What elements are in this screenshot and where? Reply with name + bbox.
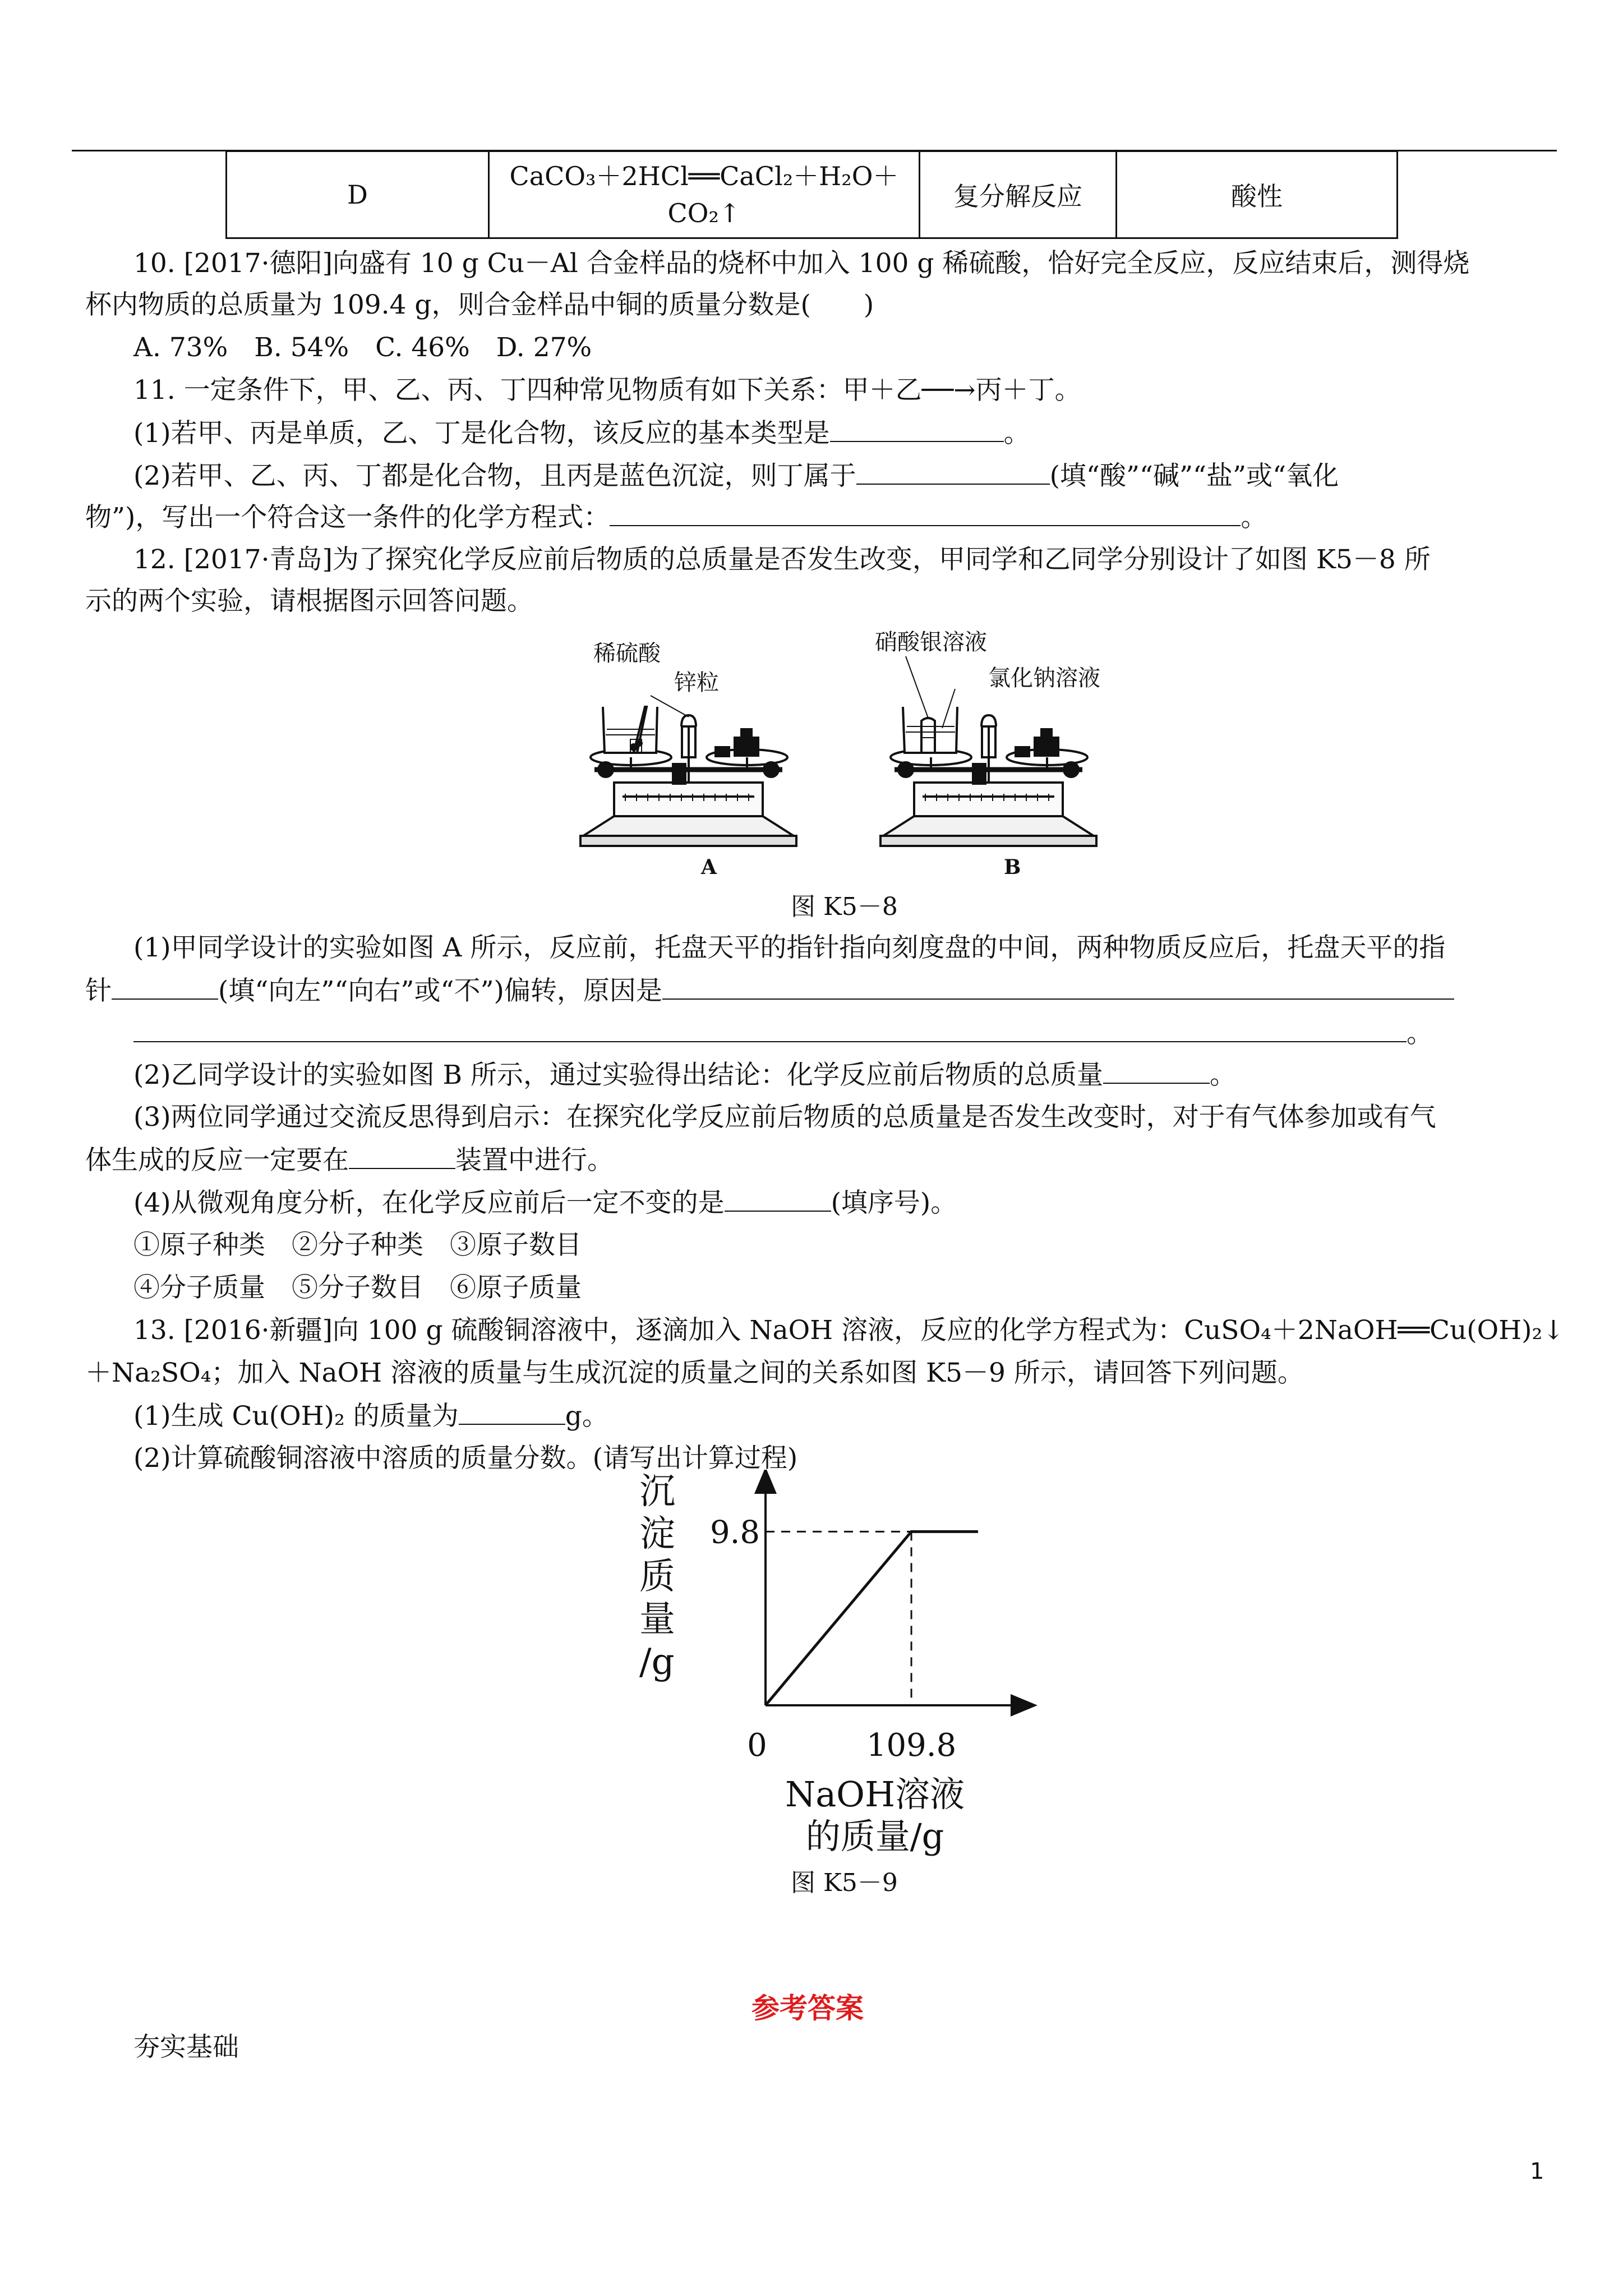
- q12-part3-line2-end: 装置中进行。: [455, 1145, 614, 1176]
- q12-part3-blank[interactable]: [349, 1143, 455, 1169]
- q12-part2-end: 。: [1210, 1060, 1236, 1091]
- q12-part1-line2-start: 针: [85, 976, 112, 1006]
- q11-part2-line2-text: 物”)，写出一个符合这一条件的化学方程式：: [85, 502, 610, 533]
- figure-k5-9-caption: 图 K5－9: [791, 1869, 898, 1897]
- q11-part2-text: (2)若甲、乙、丙、丁都是化合物，且丙是蓝色沉淀，则丁属于: [133, 461, 856, 491]
- q12-part1-line3-end: 。: [1407, 1018, 1433, 1049]
- label-dilute-sulfuric-acid: 稀硫酸: [593, 641, 661, 666]
- balance-figure: [572, 623, 1105, 886]
- q12-part1-line2-hint: (填“向左”“向右”或“不”)偏转，原因是: [218, 976, 662, 1006]
- q13-part1: [133, 1399, 608, 1433]
- q12-deflection-blank[interactable]: [112, 974, 218, 1000]
- q10-line1: 10. [2017·德阳]向盛有 10 g Cu－Al 合金样品的烧杯中加入 100 g 稀硫酸，恰好完全反应，反应结束后，测得烧: [133, 248, 1470, 279]
- q11-part1: [133, 416, 1030, 450]
- label-sodium-chloride: 氯化钠溶液: [988, 665, 1100, 691]
- label-zinc-granules: 锌粒: [674, 670, 719, 696]
- q12-reason-blank-cont[interactable]: [133, 1016, 1407, 1042]
- q12-part1-line2: [85, 974, 1454, 1008]
- q13-part1-text: (1)生成 Cu(OH)₂ 的质量为: [133, 1401, 459, 1432]
- q12-part4-end: (填序号)。: [831, 1188, 957, 1218]
- y-axis-label-char: 沉: [639, 1471, 675, 1512]
- precipitate-chart: [639, 1470, 1054, 1862]
- answer-title: 参考答案: [751, 1991, 864, 2024]
- figure-a-letter: A: [701, 855, 717, 879]
- reaction-type-cell: 复分解反应: [920, 151, 1117, 238]
- q11-part2: [133, 459, 1339, 493]
- q11-part1-end: 。: [1003, 418, 1030, 449]
- q12-part3-line2-text: 体生成的反应一定要在: [85, 1145, 349, 1176]
- q13-line2: ＋Na₂SO₄；加入 NaOH 溶液的质量与生成沉淀的质量之间的关系如图 K5－9 所示，请回答下列问题。: [85, 1358, 1304, 1388]
- q12-part2-blank[interactable]: [1103, 1058, 1210, 1084]
- x-axis-label-line2: 的质量/g: [805, 1816, 944, 1857]
- property-cell: 酸性: [1117, 151, 1398, 238]
- q11-equation-blank[interactable]: [610, 500, 1241, 526]
- q12-part4-text: (4)从微观角度分析，在化学反应前后一定不变的是: [133, 1188, 725, 1218]
- answer-table-row: [225, 150, 1398, 239]
- q10-line2: 杯内物质的总质量为 109.4 g，则合金样品中铜的质量分数是( ): [85, 289, 874, 320]
- page-number: 1: [1530, 2159, 1544, 2184]
- q12-part4: [133, 1186, 957, 1220]
- q11-part2-line2-end: 。: [1241, 502, 1267, 533]
- q11-part1-text: (1)若甲、丙是单质，乙、丁是化合物，该反应的基本类型是: [133, 418, 830, 449]
- q11-part2-hint: (填“酸”“碱”“盐”或“氧化: [1049, 461, 1339, 491]
- q12-part2: [133, 1058, 1236, 1092]
- q13-part2: (2)计算硫酸铜溶液中溶质的质量分数。(请写出计算过程): [133, 1443, 798, 1474]
- x-axis-label-line1: NaOH溶液: [785, 1774, 965, 1815]
- origin-label: 0: [747, 1727, 767, 1764]
- equation-line1: CaCO₃＋2HCl══CaCl₂＋H₂O＋: [509, 161, 899, 191]
- y-tick-label: 9.8: [709, 1514, 760, 1551]
- y-axis-label-char: 淀: [639, 1513, 675, 1555]
- section-heading: 夯实基础: [133, 2032, 239, 2063]
- q12-reason-blank[interactable]: [662, 974, 1454, 1000]
- q13-part1-unit: g。: [565, 1401, 608, 1432]
- series-line: [766, 1531, 978, 1705]
- figure-k5-8-caption: 图 K5－8: [791, 892, 898, 921]
- x-tick-label: 109.8: [866, 1727, 957, 1764]
- q12-part4-blank[interactable]: [725, 1186, 831, 1212]
- q11-blank1[interactable]: [830, 416, 1004, 442]
- q11-stem: 11. 一定条件下，甲、乙、丙、丁四种常见物质有如下关系：甲＋乙──→丙＋丁。: [133, 375, 1081, 406]
- y-axis-label-char: 质: [639, 1556, 675, 1598]
- option-cell: D: [227, 151, 489, 238]
- q13-mass-blank[interactable]: [459, 1399, 565, 1425]
- q12-line1: 12. [2017·青岛]为了探究化学反应前后物质的总质量是否发生改变，甲同学和乙同学分别设计了如图 K5－8 所: [133, 544, 1431, 575]
- q12-part3-line2: [85, 1143, 614, 1177]
- q12-choices-row2: ④分子质量 ⑤分子数目 ⑥原子质量: [133, 1272, 582, 1303]
- q12-part1-line3: [133, 1016, 1433, 1051]
- q11-blank2[interactable]: [856, 459, 1050, 485]
- balance-a: [580, 696, 796, 846]
- q12-part1-line1: (1)甲同学设计的实验如图 A 所示，反应前，托盘天平的指针指向刻度盘的中间，两种物质反应后，托盘天平的指: [133, 932, 1446, 963]
- q12-choices-row1: ①原子种类 ②分子种类 ③原子数目: [133, 1230, 582, 1260]
- q12-part3-line1: (3)两位同学通过交流反思得到启示：在探究化学反应前后物质的总质量是否发生改变时，对于有气体参加或有气: [133, 1102, 1436, 1133]
- y-axis-label-char: 量: [639, 1599, 675, 1640]
- equation-cell: [489, 151, 920, 238]
- q12-line2: 示的两个实验，请根据图示回答问题。: [85, 586, 533, 616]
- q10-options: A. 73% B. 54% C. 46% D. 27%: [133, 332, 592, 363]
- y-axis-label: [639, 1471, 675, 1683]
- q13-line1: 13. [2016·新疆]向 100 g 硫酸铜溶液中，逐滴加入 NaOH 溶液，反应的化学方程式为：CuSO₄＋2NaOH══Cu(OH)₂↓: [133, 1315, 1565, 1346]
- q12-part2-text: (2)乙同学设计的实验如图 B 所示，通过实验得出结论：化学反应前后物质的总质量: [133, 1060, 1103, 1091]
- label-silver-nitrate: 硝酸银溶液: [875, 629, 987, 655]
- q11-part2-line2: [85, 500, 1267, 535]
- equation-line2: CO₂↑: [667, 198, 741, 228]
- figure-b-letter: B: [1004, 855, 1021, 879]
- y-axis-label-char: /g: [639, 1641, 675, 1683]
